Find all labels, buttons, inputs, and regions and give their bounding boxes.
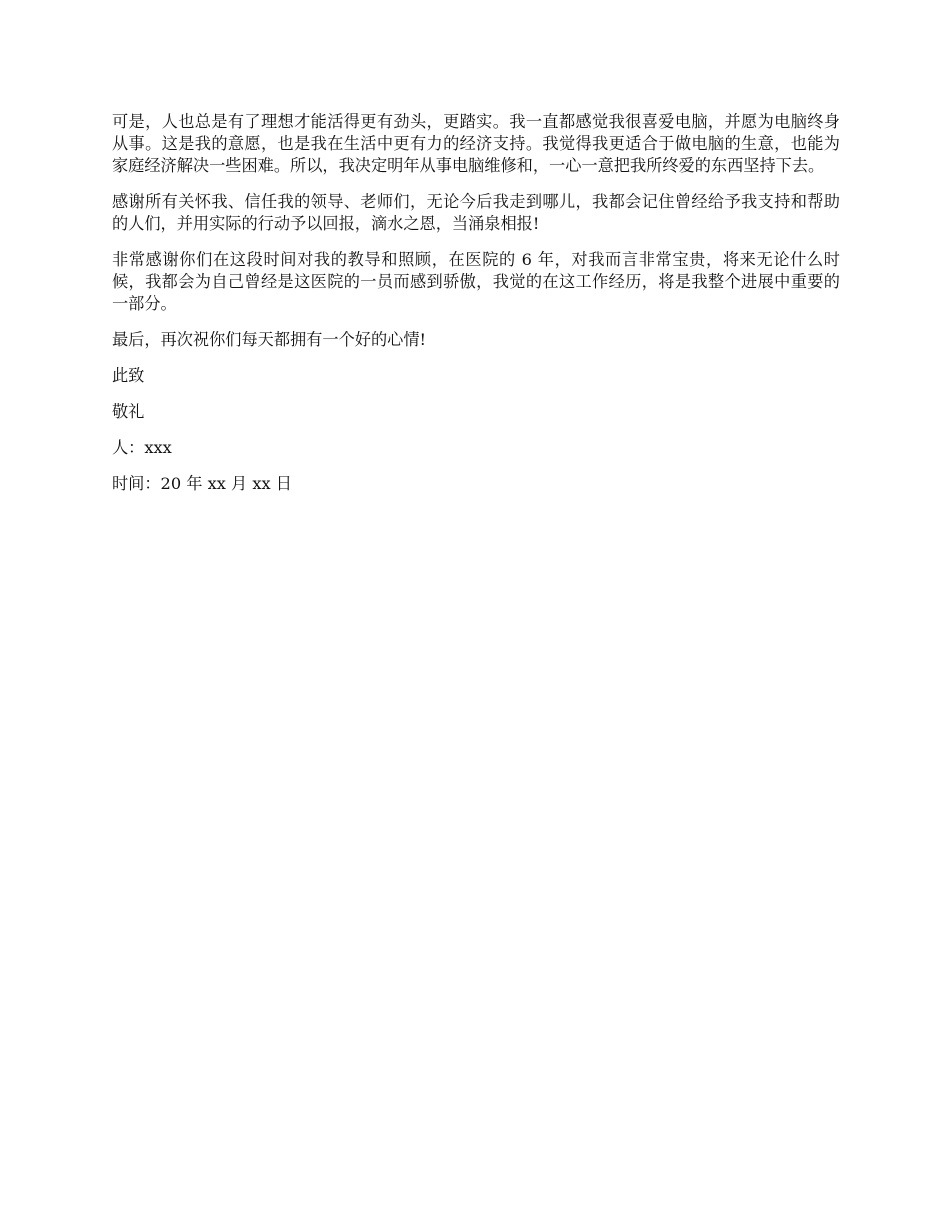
closing-respect: 敬礼 xyxy=(112,402,145,421)
paragraph-wishes: 最后，再次祝你们每天都拥有一个好的心情! xyxy=(112,330,427,349)
date-line: 时间：20 年 xx 月 xx 日 xyxy=(112,474,292,493)
paragraph-ideal: 可是，人也总是有了理想才能活得更有劲头，更踏实。我一直都感觉我很喜爱电脑，并愿为电脑终身从事。这是我的意愿，也是我在生活中更有力的经济支持。我觉得我更适合于做电脑的生意，也能为家庭经济解决一些困难。所以，我决定明年从事电脑维修和，一心一意把我所终爱的东西坚持下去。 xyxy=(112,112,840,175)
closing-salutation: 此致 xyxy=(112,366,145,385)
paragraph-thanks-hospital: 非常感谢你们在这段时间对我的教导和照顾，在医院的 6 年，对我而言非常宝贵，将来无论什么时候，我都会为自己曾经是这医院的一员而感到骄傲，我觉的在这工作经历，将是我整个进展中重要的一部分。 xyxy=(112,250,840,313)
paragraph-thanks-leaders: 感谢所有关怀我、信任我的领导、老师们，无论今后我走到哪儿，我都会记住曾经给予我支持和帮助的人们，并用实际的行动予以回报，滴水之恩，当涌泉相报! xyxy=(112,192,840,233)
signer-line: 人：xxx xyxy=(112,438,172,457)
document-body xyxy=(112,111,840,509)
